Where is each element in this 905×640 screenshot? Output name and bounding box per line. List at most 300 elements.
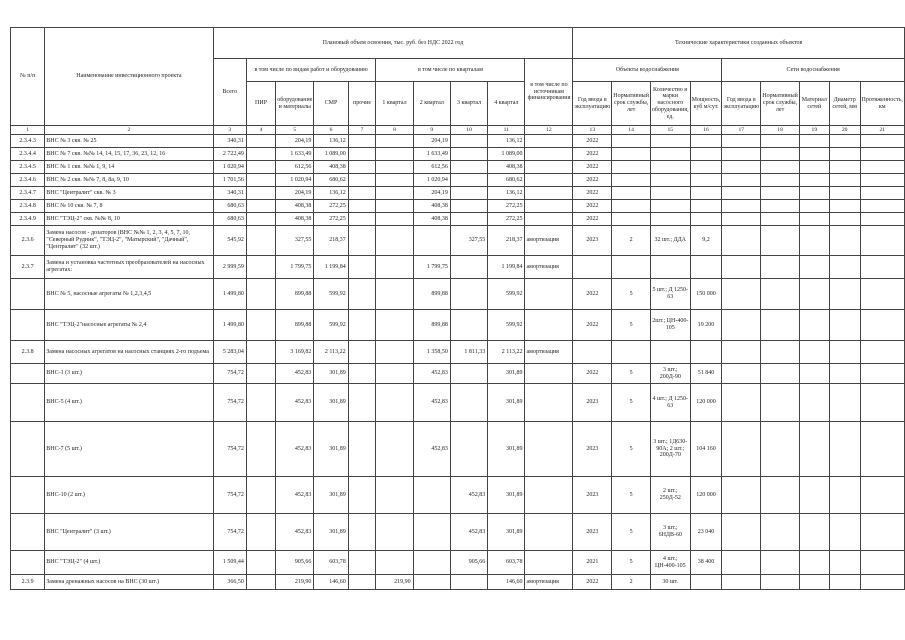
- cell-network-empty: [829, 174, 860, 187]
- cell-no: 2.3.4.7: [11, 187, 45, 200]
- cell-name: ВНС № 7 скв. №№ 14, 14, 15, 17, 36, 23, 12, 16: [45, 148, 213, 161]
- cell-q2: 452,83: [413, 422, 450, 477]
- cell-pir: [246, 422, 275, 477]
- cell-cap: [690, 148, 722, 161]
- cell-name: ВНС "Централит" скв. № 3: [45, 187, 213, 200]
- smr-header: СМР: [314, 82, 348, 126]
- col-no-header: № п/п: [11, 28, 45, 126]
- cell-q1: [376, 213, 413, 226]
- cell-life: [612, 200, 651, 213]
- column-number: 6: [314, 126, 348, 135]
- table-body: [11, 135, 905, 590]
- cell-life: 2: [612, 575, 651, 590]
- cell-pir: [246, 364, 275, 384]
- column-number: 18: [761, 126, 800, 135]
- cell-network-empty: [722, 514, 761, 551]
- cell-network-empty: [829, 200, 860, 213]
- cell-q3: [450, 213, 487, 226]
- cell-q2: 452,83: [413, 384, 450, 422]
- cell-total: 680,63: [213, 213, 246, 226]
- cell-network-empty: [722, 575, 761, 590]
- cell-network-empty: [761, 364, 800, 384]
- cell-q4: 301,89: [488, 364, 525, 384]
- cell-name: ВНС-1 (3 шт.): [45, 364, 213, 384]
- cell-cap: [690, 187, 722, 200]
- cell-network-empty: [799, 148, 829, 161]
- cell-q4: 603,78: [488, 551, 525, 575]
- cell-q4: 272,25: [488, 213, 525, 226]
- cell-network-empty: [722, 422, 761, 477]
- cell-q3: 452,83: [450, 514, 487, 551]
- cell-q1: [376, 279, 413, 310]
- cell-cap: [690, 341, 722, 364]
- cell-total: 1 499,80: [213, 310, 246, 341]
- cell-cap: 9,2: [690, 226, 722, 256]
- column-number: 1: [11, 126, 45, 135]
- cell-q4: 680,62: [488, 174, 525, 187]
- cell-cap: 104 160: [690, 422, 722, 477]
- cell-network-empty: [860, 422, 905, 477]
- cell-q2: [413, 551, 450, 575]
- cell-pir: [246, 384, 275, 422]
- cell-q3: [450, 364, 487, 384]
- cell-network-empty: [761, 341, 800, 364]
- cell-network-empty: [722, 279, 761, 310]
- cell-total: 754,72: [213, 384, 246, 422]
- capacity-header: Мощность, куб м/сут.: [690, 82, 722, 126]
- cell-other: [348, 213, 376, 226]
- cell-network-empty: [799, 422, 829, 477]
- cell-pir: [246, 310, 275, 341]
- cell-network-empty: [860, 213, 905, 226]
- cell-total: 2 722,49: [213, 148, 246, 161]
- cell-network-empty: [860, 279, 905, 310]
- cell-network-empty: [761, 161, 800, 174]
- cell-equip: 204,19: [276, 187, 314, 200]
- other-header: прочие: [348, 82, 376, 126]
- cell-q2: 408,38: [413, 213, 450, 226]
- cell-total: 754,72: [213, 364, 246, 384]
- cell-q3: [450, 200, 487, 213]
- cell-pumps: 4 шт.; Д 1250-63: [650, 384, 690, 422]
- cell-network-empty: [829, 514, 860, 551]
- table-row: [11, 135, 905, 148]
- cell-life: [612, 148, 651, 161]
- cell-network-empty: [860, 200, 905, 213]
- cell-network-empty: [829, 422, 860, 477]
- cell-q3: [450, 135, 487, 148]
- cell-network-empty: [829, 477, 860, 514]
- cell-network-empty: [761, 551, 800, 575]
- diameter-header: Диаметр сетей, мм: [829, 82, 860, 126]
- cell-q2: 1 799,75: [413, 256, 450, 279]
- cell-network-empty: [761, 256, 800, 279]
- cell-q2: 452,83: [413, 364, 450, 384]
- cell-network-empty: [761, 135, 800, 148]
- table-row: [11, 174, 905, 187]
- cell-life: 2: [612, 226, 651, 256]
- cell-q2: [413, 226, 450, 256]
- cell-smr: 136,12: [314, 135, 348, 148]
- cell-smr: 136,12: [314, 187, 348, 200]
- cell-name: Замена насосных агрегатов на насосных станциях 2-го подъема: [45, 341, 213, 364]
- cell-network-empty: [722, 226, 761, 256]
- cell-pir: [246, 187, 275, 200]
- cell-network-empty: [829, 187, 860, 200]
- cell-equip: 905,66: [276, 551, 314, 575]
- column-number: 12: [525, 126, 573, 135]
- cell-pumps: [650, 256, 690, 279]
- cell-network-empty: [860, 341, 905, 364]
- cell-q1: [376, 551, 413, 575]
- cell-q3: [450, 384, 487, 422]
- cell-total: 340,31: [213, 135, 246, 148]
- cell-q1: [376, 200, 413, 213]
- cell-pir: [246, 279, 275, 310]
- cell-smr: 272,25: [314, 200, 348, 213]
- cell-equip: 899,88: [276, 279, 314, 310]
- cell-life: 5: [612, 551, 651, 575]
- cell-equip: 204,19: [276, 135, 314, 148]
- cell-no: [11, 551, 45, 575]
- column-number: 9: [413, 126, 450, 135]
- cell-other: [348, 256, 376, 279]
- cell-smr: 301,89: [314, 422, 348, 477]
- cell-network-empty: [799, 551, 829, 575]
- cell-no: 2.3.4.9: [11, 213, 45, 226]
- cell-pir: [246, 551, 275, 575]
- cell-life: [612, 161, 651, 174]
- cell-pumps: 2шт.; ЦН-400-105: [650, 310, 690, 341]
- cell-network-empty: [799, 213, 829, 226]
- cell-other: [348, 551, 376, 575]
- table-row: [11, 551, 905, 575]
- cell-network-empty: [860, 174, 905, 187]
- cell-q1: [376, 422, 413, 477]
- cell-equip: 3 169,82: [276, 341, 314, 364]
- cell-network-empty: [722, 187, 761, 200]
- cell-src: [525, 477, 573, 514]
- column-number: 13: [573, 126, 612, 135]
- cell-pumps: [650, 213, 690, 226]
- cell-network-empty: [829, 226, 860, 256]
- q2-header: 2 квартал: [413, 82, 450, 126]
- cell-year: 2022: [573, 161, 612, 174]
- cell-network-empty: [761, 213, 800, 226]
- cell-other: [348, 575, 376, 590]
- column-number: 8: [376, 126, 413, 135]
- cell-life: [612, 256, 651, 279]
- cell-network-empty: [722, 341, 761, 364]
- table-row: [11, 148, 905, 161]
- cell-network-empty: [722, 551, 761, 575]
- cell-network-empty: [722, 364, 761, 384]
- cell-network-empty: [799, 279, 829, 310]
- cell-pumps: [650, 148, 690, 161]
- cell-network-empty: [722, 161, 761, 174]
- cell-other: [348, 161, 376, 174]
- cell-name: ВНС "ТЭЦ-2"насосные агрегаты № 2,4: [45, 310, 213, 341]
- cell-total: 1 509,44: [213, 551, 246, 575]
- cell-network-empty: [860, 477, 905, 514]
- cell-other: [348, 174, 376, 187]
- cell-network-empty: [829, 279, 860, 310]
- cell-q1: [376, 226, 413, 256]
- cell-total: 1 499,80: [213, 279, 246, 310]
- cell-equip: 899,88: [276, 310, 314, 341]
- cell-network-empty: [829, 148, 860, 161]
- cell-pumps: 3 шт.; 200Д-90: [650, 364, 690, 384]
- cell-q1: [376, 341, 413, 364]
- cell-cap: [690, 135, 722, 148]
- cell-src: [525, 161, 573, 174]
- cell-q4: 301,89: [488, 422, 525, 477]
- cell-network-empty: [860, 551, 905, 575]
- cell-no: 2.3.4.3: [11, 135, 45, 148]
- cell-network-empty: [761, 310, 800, 341]
- column-number: 2: [45, 126, 213, 135]
- cell-total: 2 999,59: [213, 256, 246, 279]
- column-number: 16: [690, 126, 722, 135]
- cell-q1: [376, 384, 413, 422]
- cell-life: [612, 341, 651, 364]
- cell-src: [525, 514, 573, 551]
- cell-pumps: 5 шт.; Д 1250-63: [650, 279, 690, 310]
- cell-q3: 327,55: [450, 226, 487, 256]
- cell-name: Замена и установка частотных преобразователей на насосных агрегатах:: [45, 256, 213, 279]
- cell-no: [11, 384, 45, 422]
- column-numbers-row: [11, 126, 905, 135]
- cell-q1: [376, 148, 413, 161]
- cell-src: амортизация: [525, 575, 573, 590]
- cell-smr: 301,89: [314, 384, 348, 422]
- table-row: [11, 256, 905, 279]
- cell-other: [348, 364, 376, 384]
- cell-network-empty: [799, 161, 829, 174]
- table-row: [11, 279, 905, 310]
- cell-cap: 120 000: [690, 384, 722, 422]
- cell-network-empty: [860, 187, 905, 200]
- cell-name: Замена насосов - дозаторов (ВНС №№ 1, 2, 3, 4, 5, 7, 10, "Северный Рудник", "ТЭЦ-2", "Матырский", "Дачный", "Централит" (32 шт.): [45, 226, 213, 256]
- table-row: [11, 213, 905, 226]
- cell-network-empty: [829, 310, 860, 341]
- cell-other: [348, 310, 376, 341]
- cell-life: 5: [612, 422, 651, 477]
- cell-no: [11, 279, 45, 310]
- cell-total: 680,63: [213, 200, 246, 213]
- cell-equip: 408,38: [276, 213, 314, 226]
- cell-pumps: [650, 174, 690, 187]
- column-number: 17: [722, 126, 761, 135]
- cell-year: 2022: [573, 200, 612, 213]
- cell-network-empty: [799, 226, 829, 256]
- cell-src: [525, 200, 573, 213]
- cell-year: [573, 256, 612, 279]
- cell-cap: [690, 256, 722, 279]
- cell-year: 2022: [573, 213, 612, 226]
- cell-network-empty: [722, 310, 761, 341]
- cell-src: [525, 551, 573, 575]
- column-number: 20: [829, 126, 860, 135]
- cell-q3: 452,83: [450, 477, 487, 514]
- cell-equip: 452,83: [276, 422, 314, 477]
- cell-network-empty: [829, 575, 860, 590]
- cell-network-empty: [829, 161, 860, 174]
- cell-network-empty: [860, 161, 905, 174]
- cell-q2: [413, 575, 450, 590]
- cell-q4: 1 089,00: [488, 148, 525, 161]
- cell-smr: 1 199,84: [314, 256, 348, 279]
- cell-q1: 219,90: [376, 575, 413, 590]
- table-row: [11, 514, 905, 551]
- column-number: 19: [799, 126, 829, 135]
- cell-other: [348, 187, 376, 200]
- cell-smr: 301,89: [314, 514, 348, 551]
- column-number: 15: [650, 126, 690, 135]
- cell-src: амортизация: [525, 256, 573, 279]
- service-life-obj-header: Нормативный срок службы, лет: [612, 82, 651, 126]
- cell-equip: 612,56: [276, 161, 314, 174]
- commission-year-obj-header: Год ввода в эксплуатацию: [573, 82, 612, 126]
- cell-q4: 272,25: [488, 200, 525, 213]
- cell-name: ВНС № 5, насосные агрегаты № 1,2,3,4,5: [45, 279, 213, 310]
- cell-src: [525, 279, 573, 310]
- cell-year: 2023: [573, 514, 612, 551]
- cell-src: [525, 364, 573, 384]
- cell-network-empty: [761, 514, 800, 551]
- cell-network-empty: [860, 135, 905, 148]
- cell-year: 2022: [573, 135, 612, 148]
- cell-name: ВНС № 3 скв. № 25: [45, 135, 213, 148]
- cell-cap: [690, 575, 722, 590]
- cell-network-empty: [722, 213, 761, 226]
- cell-smr: 1 089,00: [314, 148, 348, 161]
- cell-year: 2022: [573, 187, 612, 200]
- cell-pir: [246, 575, 275, 590]
- cell-pumps: [650, 341, 690, 364]
- cell-name: ВНС № 2 скв. №№ 7, 8, 8а, 9, 10: [45, 174, 213, 187]
- cell-other: [348, 384, 376, 422]
- cell-equip: 452,83: [276, 477, 314, 514]
- cell-q2: 204,19: [413, 187, 450, 200]
- cell-q2: [413, 477, 450, 514]
- cell-total: 366,50: [213, 575, 246, 590]
- cell-network-empty: [761, 187, 800, 200]
- cell-pir: [246, 341, 275, 364]
- cell-pir: [246, 148, 275, 161]
- cell-other: [348, 200, 376, 213]
- cell-smr: 408,38: [314, 161, 348, 174]
- cell-smr: 680,62: [314, 174, 348, 187]
- cell-no: 2.3.8: [11, 341, 45, 364]
- length-header: Протяженность, км: [860, 82, 905, 126]
- cell-pumps: 2 шт.; 250Д-52: [650, 477, 690, 514]
- sources-header: в том числе по источникам финансирования: [525, 59, 573, 126]
- service-life-net-header: Нормативный срок службы, лет: [761, 82, 800, 126]
- cell-cap: 19 200: [690, 310, 722, 341]
- cell-network-empty: [799, 310, 829, 341]
- cell-no: 2.3.6: [11, 226, 45, 256]
- cell-q1: [376, 174, 413, 187]
- cell-pir: [246, 477, 275, 514]
- cell-year: 2022: [573, 279, 612, 310]
- cell-q3: 905,66: [450, 551, 487, 575]
- cell-network-empty: [722, 256, 761, 279]
- cell-q3: [450, 174, 487, 187]
- cell-year: 2022: [573, 310, 612, 341]
- cell-q1: [376, 135, 413, 148]
- cell-cap: [690, 161, 722, 174]
- cell-q2: 612,56: [413, 161, 450, 174]
- cell-network-empty: [829, 384, 860, 422]
- cell-q2: 1 633,49: [413, 148, 450, 161]
- cell-other: [348, 514, 376, 551]
- cell-year: 2022: [573, 364, 612, 384]
- cell-smr: 599,92: [314, 310, 348, 341]
- cell-q2: 1 358,50: [413, 341, 450, 364]
- cell-name: ВНС "ТЭЦ-2" (4 шт.): [45, 551, 213, 575]
- cell-q1: [376, 310, 413, 341]
- cell-network-empty: [799, 256, 829, 279]
- cell-q3: [450, 422, 487, 477]
- cell-src: [525, 384, 573, 422]
- cell-name: ВНС "Централит" (3 шт.): [45, 514, 213, 551]
- cell-cap: 150 000: [690, 279, 722, 310]
- tech-chars-header: Технические характеристики созданных объектов: [573, 28, 905, 59]
- cell-no: 2.3.4.6: [11, 174, 45, 187]
- cell-smr: 272,25: [314, 213, 348, 226]
- cell-smr: 301,89: [314, 477, 348, 514]
- cell-network-empty: [829, 551, 860, 575]
- cell-no: 2.3.7: [11, 256, 45, 279]
- cell-equip: 452,83: [276, 384, 314, 422]
- cell-name: ВНС-7 (5 шт.): [45, 422, 213, 477]
- cell-src: [525, 135, 573, 148]
- cell-equip: 1 799,75: [276, 256, 314, 279]
- cell-src: [525, 422, 573, 477]
- cell-q1: [376, 161, 413, 174]
- cell-no: [11, 422, 45, 477]
- cell-src: амортизация: [525, 226, 573, 256]
- cell-name: ВНС "ТЭЦ-2" скв. №№ 8, 10: [45, 213, 213, 226]
- cell-src: амортизация: [525, 341, 573, 364]
- cell-other: [348, 477, 376, 514]
- cell-network-empty: [860, 310, 905, 341]
- table-row: [11, 384, 905, 422]
- cell-network-empty: [860, 226, 905, 256]
- cell-no: 2.3.4.4: [11, 148, 45, 161]
- cell-network-empty: [860, 256, 905, 279]
- cell-other: [348, 148, 376, 161]
- cell-network-empty: [799, 477, 829, 514]
- cell-network-empty: [799, 575, 829, 590]
- cell-smr: 2 113,22: [314, 341, 348, 364]
- cell-year: 2022: [573, 174, 612, 187]
- cell-year: [573, 341, 612, 364]
- cell-q4: 301,89: [488, 384, 525, 422]
- cell-total: 1 701,56: [213, 174, 246, 187]
- cell-q3: 1 811,33: [450, 341, 487, 364]
- cell-cap: [690, 200, 722, 213]
- cell-other: [348, 226, 376, 256]
- cell-network-empty: [799, 514, 829, 551]
- q4-header: 4 квартал: [488, 82, 525, 126]
- cell-smr: 218,37: [314, 226, 348, 256]
- cell-name: ВНС-5 (4 шт.): [45, 384, 213, 422]
- cell-cap: 38 400: [690, 551, 722, 575]
- cell-q4: 1 199,84: [488, 256, 525, 279]
- cell-network-empty: [799, 341, 829, 364]
